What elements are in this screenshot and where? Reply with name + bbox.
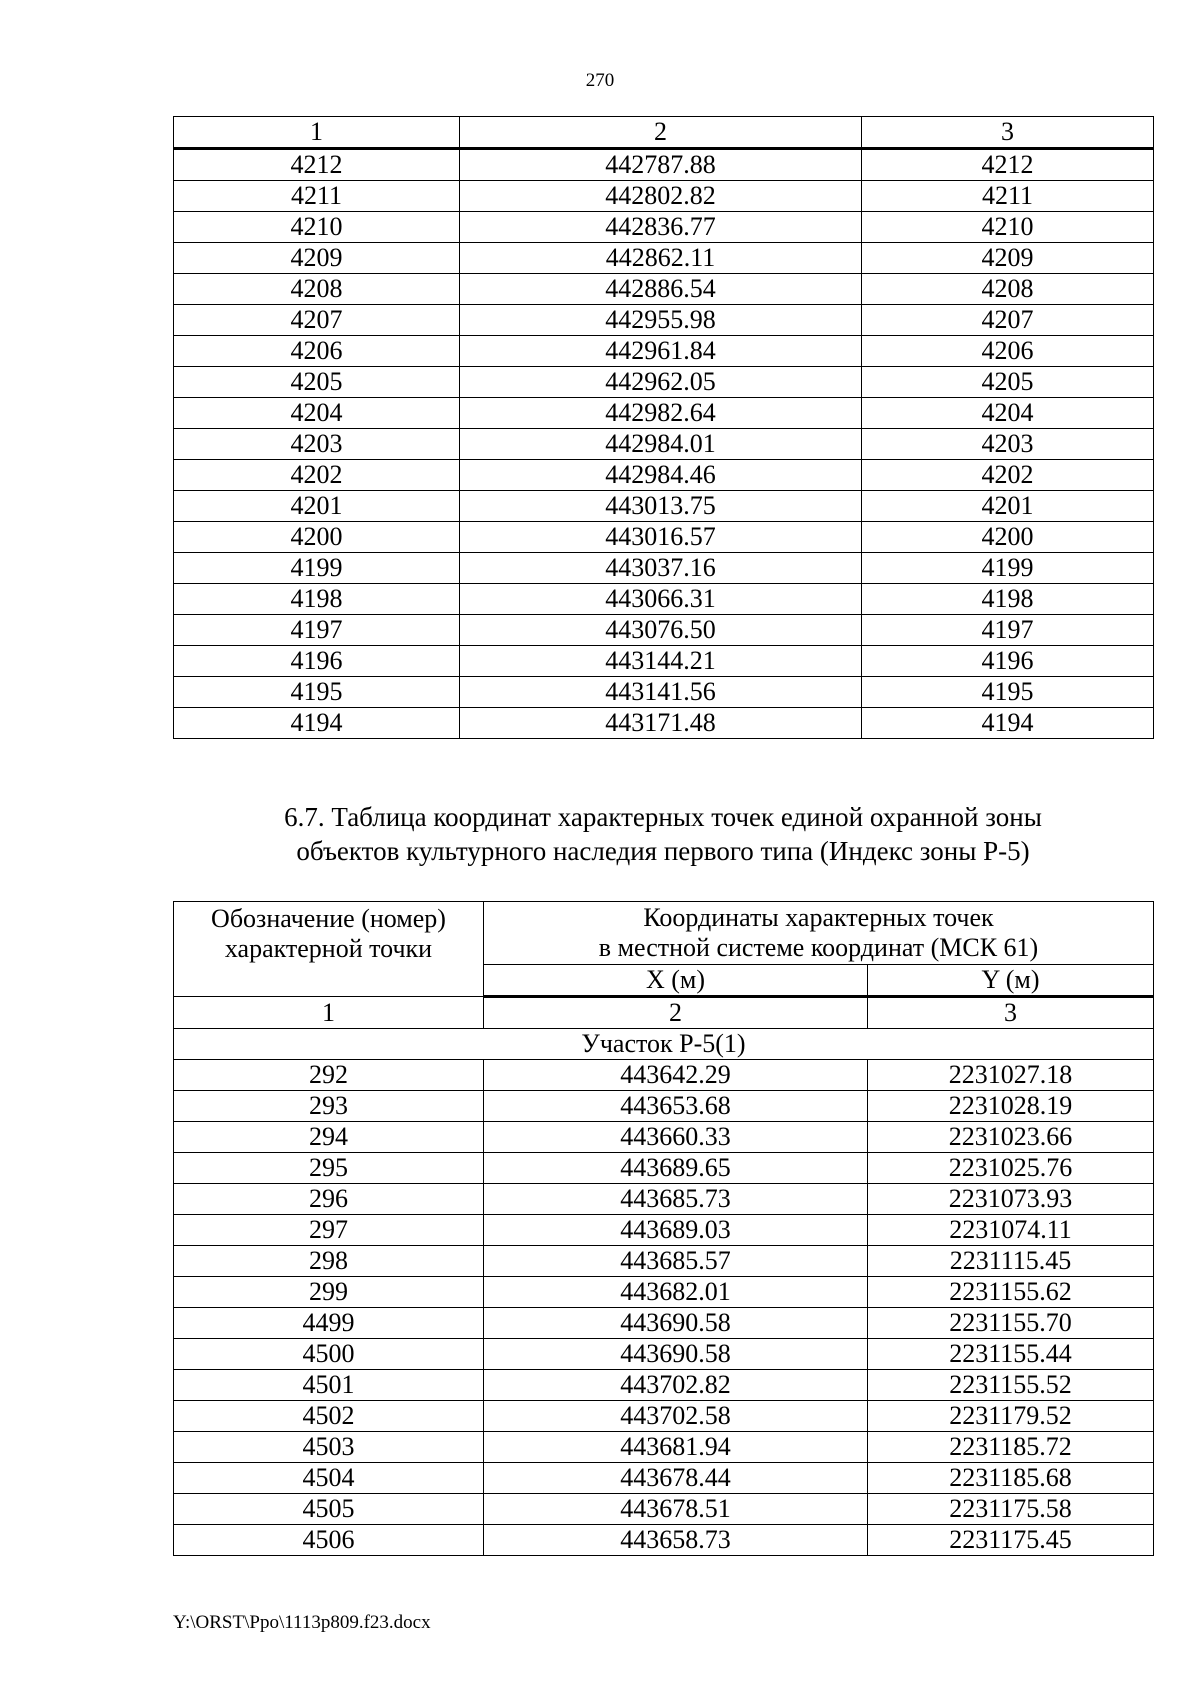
table-cell: 292	[174, 1060, 484, 1091]
table-row	[174, 708, 1154, 739]
table-cell: 4197	[174, 615, 460, 646]
coords-header-cell	[484, 902, 1154, 965]
table-row	[174, 615, 1154, 646]
table-cell: 2231185.72	[868, 1432, 1154, 1463]
table-cell: 2231179.52	[868, 1401, 1154, 1432]
table-cell: 4504	[174, 1463, 484, 1494]
table-cell: 443685.73	[484, 1184, 868, 1215]
table-row	[174, 1401, 1154, 1432]
table-cell: 4506	[174, 1525, 484, 1556]
table-cell: 4505	[174, 1494, 484, 1525]
table-row	[174, 1060, 1154, 1091]
table-cell: 4204	[862, 398, 1154, 429]
table-cell: 2231155.52	[868, 1370, 1154, 1401]
table-row	[174, 1184, 1154, 1215]
table-row	[174, 1463, 1154, 1494]
table-cell: 4503	[174, 1432, 484, 1463]
table-cell: 443658.73	[484, 1525, 868, 1556]
zone-p5-coordinates-table	[173, 901, 1154, 1556]
point-header-cell	[174, 902, 484, 997]
column-number-cell: 1	[174, 117, 460, 149]
page-number: 270	[585, 70, 615, 91]
table-cell: 4194	[862, 708, 1154, 739]
table-cell: 443016.57	[460, 522, 862, 553]
table-cell: 442787.88	[460, 149, 862, 181]
table-cell: 4210	[862, 212, 1154, 243]
table-row	[174, 677, 1154, 708]
table-row	[174, 1494, 1154, 1525]
coordinates-table-continued	[173, 116, 1154, 739]
x-header-cell: X (м)	[484, 965, 868, 997]
table-cell: 442982.64	[460, 398, 862, 429]
table-cell: 443690.58	[484, 1308, 868, 1339]
table-cell: 442886.54	[460, 274, 862, 305]
table-cell: 443689.03	[484, 1215, 868, 1246]
header-text: характерной точки	[224, 934, 433, 963]
table-cell: 2231028.19	[868, 1091, 1154, 1122]
table-cell: 4194	[174, 708, 460, 739]
table-row	[174, 149, 1154, 181]
column-number-cell: 2	[484, 997, 868, 1029]
table-cell: 2231155.44	[868, 1339, 1154, 1370]
table-cell: 4211	[862, 181, 1154, 212]
table-row	[174, 1246, 1154, 1277]
table-row	[174, 1525, 1154, 1556]
table-cell: 443660.33	[484, 1122, 868, 1153]
table-cell: 443037.16	[460, 553, 862, 584]
caption-line: 6.7. Таблица координат характерных точек единой охранной зоны	[284, 802, 1042, 832]
table-row	[174, 367, 1154, 398]
column-number-cell: 2	[460, 117, 862, 149]
table-cell: 443678.44	[484, 1463, 868, 1494]
table-cell: 443013.75	[460, 491, 862, 522]
table-cell: 4209	[862, 243, 1154, 274]
table-row	[174, 243, 1154, 274]
table-cell: 4206	[174, 336, 460, 367]
table-cell: 443171.48	[460, 708, 862, 739]
table-cell: 4199	[862, 553, 1154, 584]
table-cell: 2231175.58	[868, 1494, 1154, 1525]
table-cell: 2231115.45	[868, 1246, 1154, 1277]
y-header-cell: Y (м)	[868, 965, 1154, 997]
table-row	[174, 1277, 1154, 1308]
table-row	[174, 584, 1154, 615]
table-cell: 4207	[862, 305, 1154, 336]
table-cell: 443144.21	[460, 646, 862, 677]
table-cell: 4200	[174, 522, 460, 553]
table-row	[174, 429, 1154, 460]
column-number-row	[174, 997, 1154, 1029]
caption-line: объектов культурного наследия первого типа (Индекс зоны Р-5)	[296, 836, 1030, 866]
table-row	[174, 553, 1154, 584]
table-row	[174, 305, 1154, 336]
table-cell: 4203	[862, 429, 1154, 460]
table-cell: 443076.50	[460, 615, 862, 646]
table-cell: 297	[174, 1215, 484, 1246]
table-cell: 442984.01	[460, 429, 862, 460]
table-cell: 4195	[862, 677, 1154, 708]
header-text: Обозначение (номер)	[211, 904, 446, 933]
table-cell: 443682.01	[484, 1277, 868, 1308]
table-row	[174, 491, 1154, 522]
table-cell: 4207	[174, 305, 460, 336]
table-row	[174, 1215, 1154, 1246]
table-cell: 4198	[862, 584, 1154, 615]
column-number-cell: 3	[862, 117, 1154, 149]
table-cell: 4500	[174, 1339, 484, 1370]
table-cell: 4200	[862, 522, 1154, 553]
table-cell: 4499	[174, 1308, 484, 1339]
table-cell: 294	[174, 1122, 484, 1153]
file-path-footer: Y:\ORST\Ppo\1113p809.f23.docx	[173, 1612, 431, 1633]
table-cell: 4502	[174, 1401, 484, 1432]
header-text: в местной системе координат (МСК 61)	[598, 933, 1039, 962]
table-cell: 443690.58	[484, 1339, 868, 1370]
table-cell: 4212	[862, 149, 1154, 181]
table-row	[174, 1339, 1154, 1370]
table-cell: 4204	[174, 398, 460, 429]
table-cell: 442836.77	[460, 212, 862, 243]
table-cell: 4197	[862, 615, 1154, 646]
table-row	[174, 1122, 1154, 1153]
table-cell: 293	[174, 1091, 484, 1122]
table-row	[174, 274, 1154, 305]
column-number-row	[174, 117, 1154, 149]
table-cell: 4196	[862, 646, 1154, 677]
table-cell: 2231073.93	[868, 1184, 1154, 1215]
table-cell: 2231023.66	[868, 1122, 1154, 1153]
table-cell: 4205	[862, 367, 1154, 398]
section-row	[174, 1029, 1154, 1060]
section-label: Участок Р-5(1)	[174, 1029, 1154, 1060]
table-cell: 443685.57	[484, 1246, 868, 1277]
table-cell: 296	[174, 1184, 484, 1215]
table-cell: 443642.29	[484, 1060, 868, 1091]
table-cell: 4201	[862, 491, 1154, 522]
table-cell: 443141.56	[460, 677, 862, 708]
table-cell: 2231025.76	[868, 1153, 1154, 1184]
table-row	[174, 181, 1154, 212]
table-row	[174, 460, 1154, 491]
table-cell: 443653.68	[484, 1091, 868, 1122]
table-row	[174, 398, 1154, 429]
column-number-cell: 1	[174, 997, 484, 1029]
table-cell: 443066.31	[460, 584, 862, 615]
table-cell: 442961.84	[460, 336, 862, 367]
table-row	[174, 212, 1154, 243]
table-cell: 298	[174, 1246, 484, 1277]
table-cell: 4195	[174, 677, 460, 708]
table-cell: 443702.82	[484, 1370, 868, 1401]
table-cell: 4203	[174, 429, 460, 460]
header-text: Координаты характерных точек	[643, 903, 994, 932]
table-cell: 4211	[174, 181, 460, 212]
table-row	[174, 336, 1154, 367]
table-cell: 2231175.45	[868, 1525, 1154, 1556]
table-cell: 4196	[174, 646, 460, 677]
table-cell: 442984.46	[460, 460, 862, 491]
column-number-cell: 3	[868, 997, 1154, 1029]
table-cell: 295	[174, 1153, 484, 1184]
table-cell: 4201	[174, 491, 460, 522]
table-row	[174, 1308, 1154, 1339]
table-caption	[173, 800, 1153, 868]
table-cell: 4210	[174, 212, 460, 243]
table-cell: 4208	[174, 274, 460, 305]
table-cell: 443678.51	[484, 1494, 868, 1525]
table-cell: 443681.94	[484, 1432, 868, 1463]
table-cell: 4205	[174, 367, 460, 398]
header-row	[174, 902, 1154, 965]
table-row	[174, 1370, 1154, 1401]
table-cell: 4501	[174, 1370, 484, 1401]
table-cell: 2231155.62	[868, 1277, 1154, 1308]
table-cell: 4212	[174, 149, 460, 181]
table-cell: 443689.65	[484, 1153, 868, 1184]
table-row	[174, 1153, 1154, 1184]
table-cell: 4202	[174, 460, 460, 491]
table-row	[174, 1432, 1154, 1463]
table-cell: 443702.58	[484, 1401, 868, 1432]
table-cell: 2231027.18	[868, 1060, 1154, 1091]
table-cell: 442862.11	[460, 243, 862, 274]
table-cell: 4199	[174, 553, 460, 584]
table-cell: 442962.05	[460, 367, 862, 398]
table-cell: 4208	[862, 274, 1154, 305]
table-row	[174, 522, 1154, 553]
table-cell: 442802.82	[460, 181, 862, 212]
table-cell: 4198	[174, 584, 460, 615]
table-cell: 4202	[862, 460, 1154, 491]
table-row	[174, 646, 1154, 677]
table-cell: 2231155.70	[868, 1308, 1154, 1339]
table-cell: 2231185.68	[868, 1463, 1154, 1494]
table-cell: 4209	[174, 243, 460, 274]
table-cell: 2231074.11	[868, 1215, 1154, 1246]
table-cell: 442955.98	[460, 305, 862, 336]
table-row	[174, 1091, 1154, 1122]
table-cell: 299	[174, 1277, 484, 1308]
table-cell: 4206	[862, 336, 1154, 367]
